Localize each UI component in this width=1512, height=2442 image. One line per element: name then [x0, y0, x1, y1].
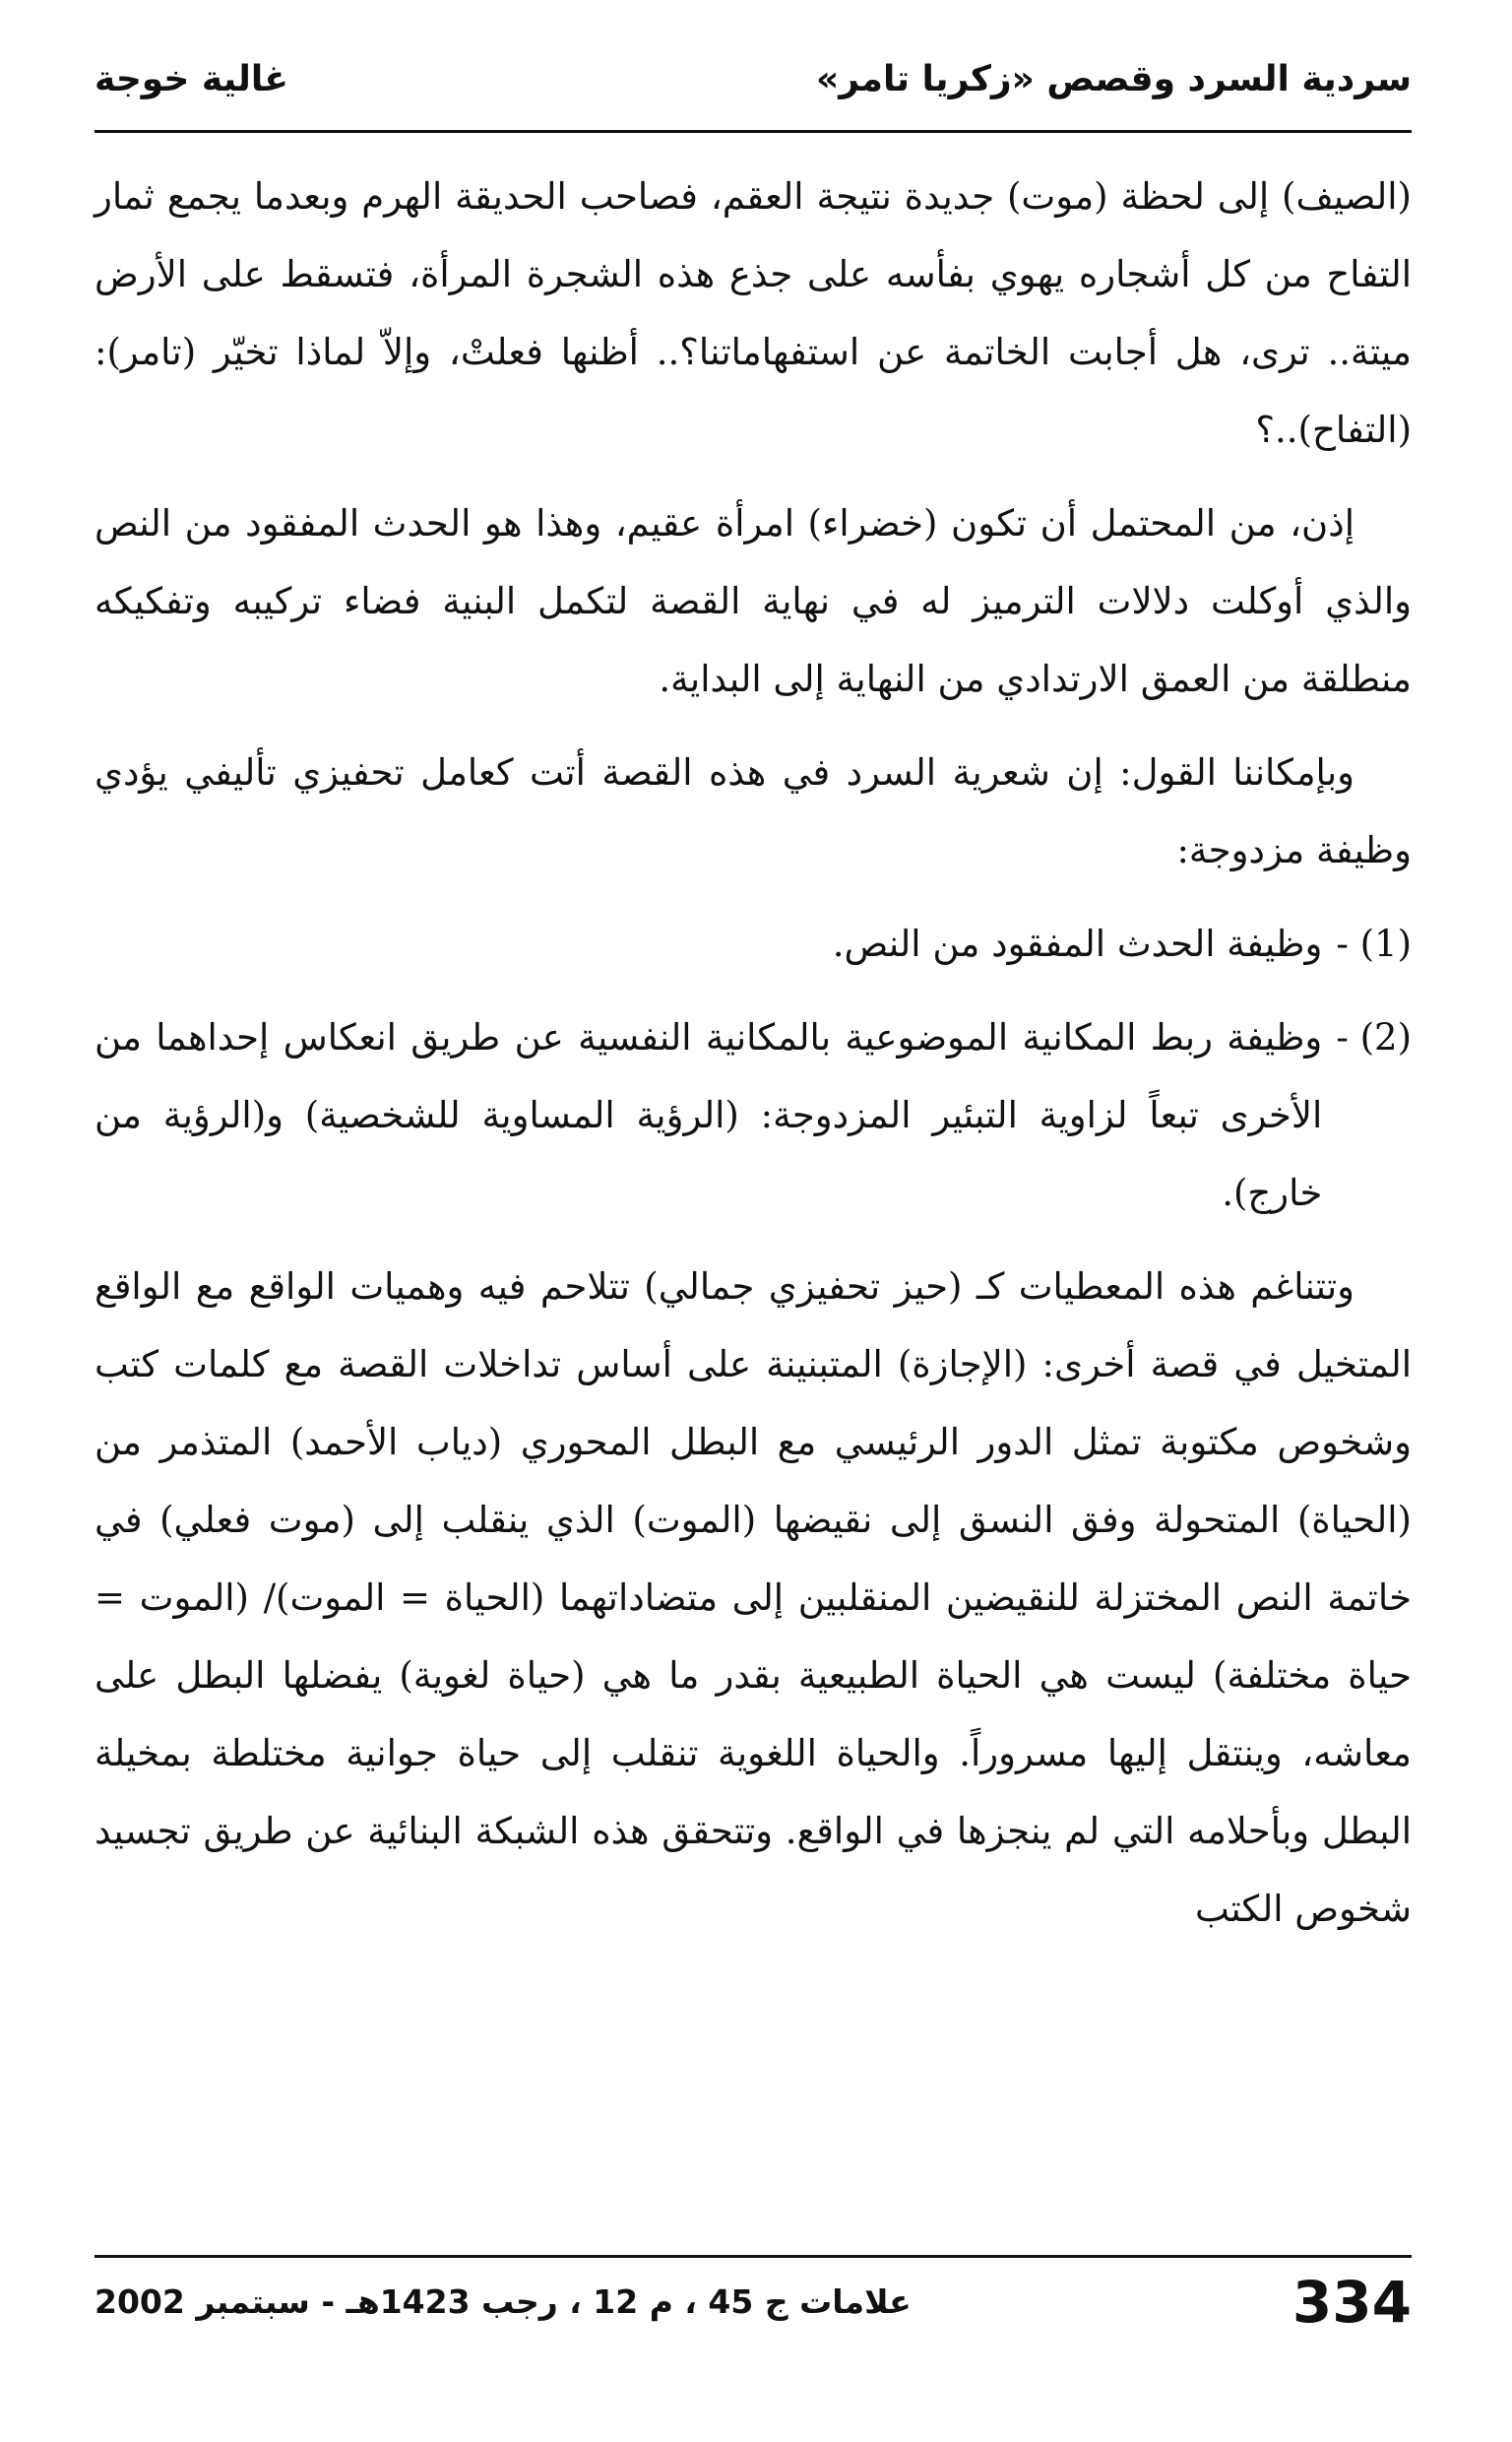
- running-head: [94, 59, 1412, 118]
- numbered-item-1: [94, 905, 1412, 983]
- item-marker: (1) -: [1336, 923, 1412, 965]
- page-number: 334: [1292, 2269, 1412, 2336]
- item-marker: (2) -: [1336, 1016, 1412, 1059]
- item-text: وظيفة الحدث المفقود من النص.: [832, 923, 1323, 965]
- item-text: وظيفة ربط المكانية الموضوعية بالمكانية النفسية عن طريق انعكاس إحداهما من الأخرى تبعاً لزاوية التبئير المزدوجة: (الرؤية المساوية للشخصية) و(الرؤية من خارج).: [94, 1016, 1323, 1214]
- paragraph-3: وبإمكاننا القول: إن شعرية السرد في هذه القصة أتت كعامل تحفيزي تأليفي يؤدي وظيفة مزدوجة:: [94, 751, 1412, 871]
- page-footer: [94, 2269, 1412, 2357]
- body-text: [94, 158, 1412, 1963]
- footer-rule: [94, 2255, 1412, 2258]
- page: [94, 49, 1412, 2393]
- journal-info: علامات ج 45 ، م 12 ، رجب 1423هـ - سبتمبر 2002: [94, 2282, 912, 2321]
- header-rule: [94, 130, 1412, 133]
- paragraph-2: إذن، من المحتمل أن تكون (خضراء) امرأة عقيم، وهذا هو الحدث المفقود من النص والذي أوكلت دلالات الترميز له في نهاية القصة لتكمل البنية فضاء تركيبه وتفكيكه منطلقة من العمق الارتدادي من النهاية إلى البداية.: [94, 502, 1412, 700]
- numbered-item-2: [94, 998, 1412, 1232]
- paragraph-4: وتتناغم هذه المعطيات كـ (حيز تحفيزي جمالي) تتلاحم فيه وهميات الواقع مع الواقع المتخيل في قصة أخرى: (الإجازة) المتبنينة على أساس تداخلات القصة مع كلمات كتب وشخوص مكتوبة تمثل الدور الرئيسي مع البطل المحوري (دياب الأحمد) المتذمر من (الحياة) المتحولة وفق النسق إلى نقيضها (الموت) الذي ينقلب إلى (موت فعلي) في خاتمة النص المختزلة للنقيضين المنقلبين إلى متضاداتهما (الحياة = الموت)/ (الموت = حياة مختلفة) ليست هي الحياة الطبيعية بقدر ما هي (حياة لغوية) يفضلها البطل على معاشه، وينتقل إليها مسروراً. والحياة اللغوية تنقلب إلى حياة جوانية مختلطة بمخيلة البطل وبأحلامه التي لم ينجزها في الواقع. وتتحقق هذه الشبكة البنائية عن طريق تجسيد شخوص الكتب: [94, 1265, 1412, 1930]
- paragraph-1: (الصيف) إلى لحظة (موت) جديدة نتيجة العقم، فصاحب الحديقة الهرم وبعدما يجمع ثمار التفاح من كل أشجاره يهوي بفأسه على جذع هذه الشجرة المرأة، فتسقط على الأرض ميتة.. ترى، هل أجابت الخاتمة عن استفهاماتنا؟.. أظنها فعلتْ، وإلاّ لماذا تخيّر (تامر): (التفاح)..؟: [94, 175, 1412, 451]
- running-head-title: سردية السرد وقصص «زكريا تامر»: [816, 59, 1412, 99]
- running-head-author: غالية خوجة: [94, 59, 288, 99]
